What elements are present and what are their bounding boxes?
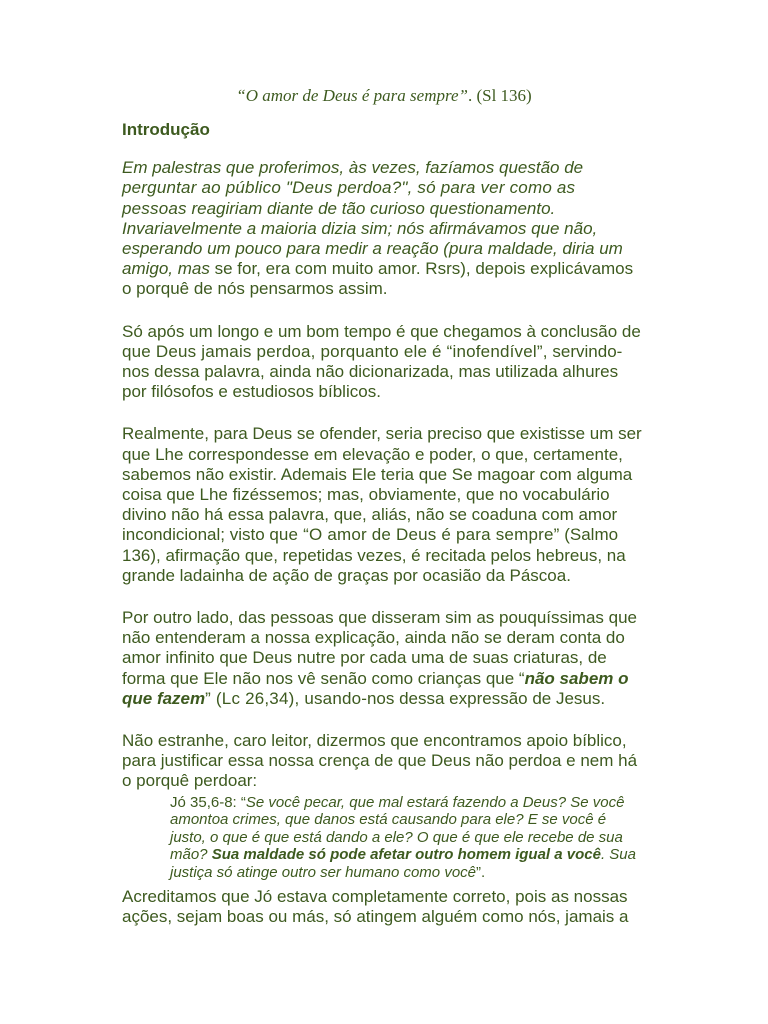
paragraph-2-part-c: servindo-nos dessa palavra, ainda não dicionarizada, mas utilizada alhures por filósofos e estudiosos bíblicos. [122, 341, 623, 402]
paragraph-3-part-c: (Salmo 136), afirmação que, repetidas vezes, é recitada pelos hebreus, na grande ladainha de ação de graças por ocasião da Páscoa. [122, 525, 626, 585]
section-heading: Introdução [122, 120, 210, 139]
bible-quote-text-end: . Sua justiça só atinge outro ser humano como você [170, 846, 636, 881]
paragraph-5: Não estranhe, caro leitor, dizermos que encontramos apoio bíblico, para justificar essa nossa crença de que Deus não perdoa e nem há o porquê perdoar: [122, 731, 638, 791]
paragraph-4-part-a: Por outro lado, das pessoas que disseram sim as pouquíssimas que não entenderam a nossa explicação, ainda não se deram conta do amor infinito que Deus nutre por cada uma de suas criaturas, de forma que Ele não nos vê senão como crianças que [122, 608, 637, 688]
paragraph-1-part-c: reagiriam diante de tão curioso questionamento. Invariavelmente a maioria dizia sim; nós afirmávamos que não, esperando um pouco para medir a reação (pura maldade, diria um amigo, mas [122, 198, 623, 279]
epigraph-reference: . (Sl 136) [467, 86, 532, 105]
bible-quote-close: ”. [476, 863, 486, 881]
paragraph-2-part-a: Só após um longo e um bom tempo é que chegamos à conclusão de [122, 321, 641, 341]
epigraph-quote: “O amor de Deus é para sempre” [236, 86, 468, 105]
paragraph-6: Acreditamos que Jó estava completamente correto, pois as nossas ações, sejam boas ou más, só atingem alguém como nós, jamais a [122, 887, 629, 927]
paragraph-1-part-b: perguntar ao público "Deus perdoa?", só para ver como as pessoas [122, 178, 576, 218]
document-body [122, 120, 642, 928]
paragraph-1-part-a: Em palestras que proferimos, às vezes, fazíamos questão de [122, 158, 584, 178]
paragraph-3-part-b: ue “O amor de Deus é para sempre” [278, 525, 560, 545]
paragraph-2-part-b: que Deus jamais perdoa, porquanto ele é “inofendível”, [122, 341, 548, 361]
paragraph-4 [122, 608, 642, 709]
paragraph-3 [122, 424, 642, 586]
bible-quote-block [170, 794, 642, 882]
paragraph-4-emphasis: não sabem o que fazem [122, 668, 629, 708]
epigraph [0, 86, 768, 106]
paragraph-4-part-b: “ [518, 668, 525, 688]
paragraph-4-part-e: -nos dessa expressão de Jesus. [361, 688, 606, 708]
paragraph-4-part-d: ” (Lc 26,34), usando [205, 688, 362, 708]
paragraph-1 [122, 158, 642, 299]
paragraph-2 [122, 322, 642, 403]
bible-quote-emphasis: Sua maldade só pode afetar outro homem igual a você [211, 846, 601, 864]
bible-quote-reference: Jó 35,6-8: “ [170, 793, 246, 811]
bible-quote-text: Se você pecar, que mal estará fazendo a Deus? Se você amontoa crimes, que danos está causando para ele? E se você é justo, o que é que está dando a ele? O que é que ele recebe de sua mão? [170, 793, 625, 864]
paragraph-3-part-a: Realmente, para Deus se ofender, seria preciso que existisse um ser que Lhe correspondesse em elevação e poder, o que, certamente, sabemos não existir. Ademais Ele teria que Se magoar com alguma coisa que Lhe fizéssemos; mas, obviamente, que no vocabulário divino não há essa palavra, que, aliás, não se coaduna com amor incondicional; visto q [122, 424, 642, 545]
paragraph-1-part-d: se for, era com muito amor. Rsrs), depois explicávamos o porquê de nós pensarmos assim. [122, 259, 634, 299]
